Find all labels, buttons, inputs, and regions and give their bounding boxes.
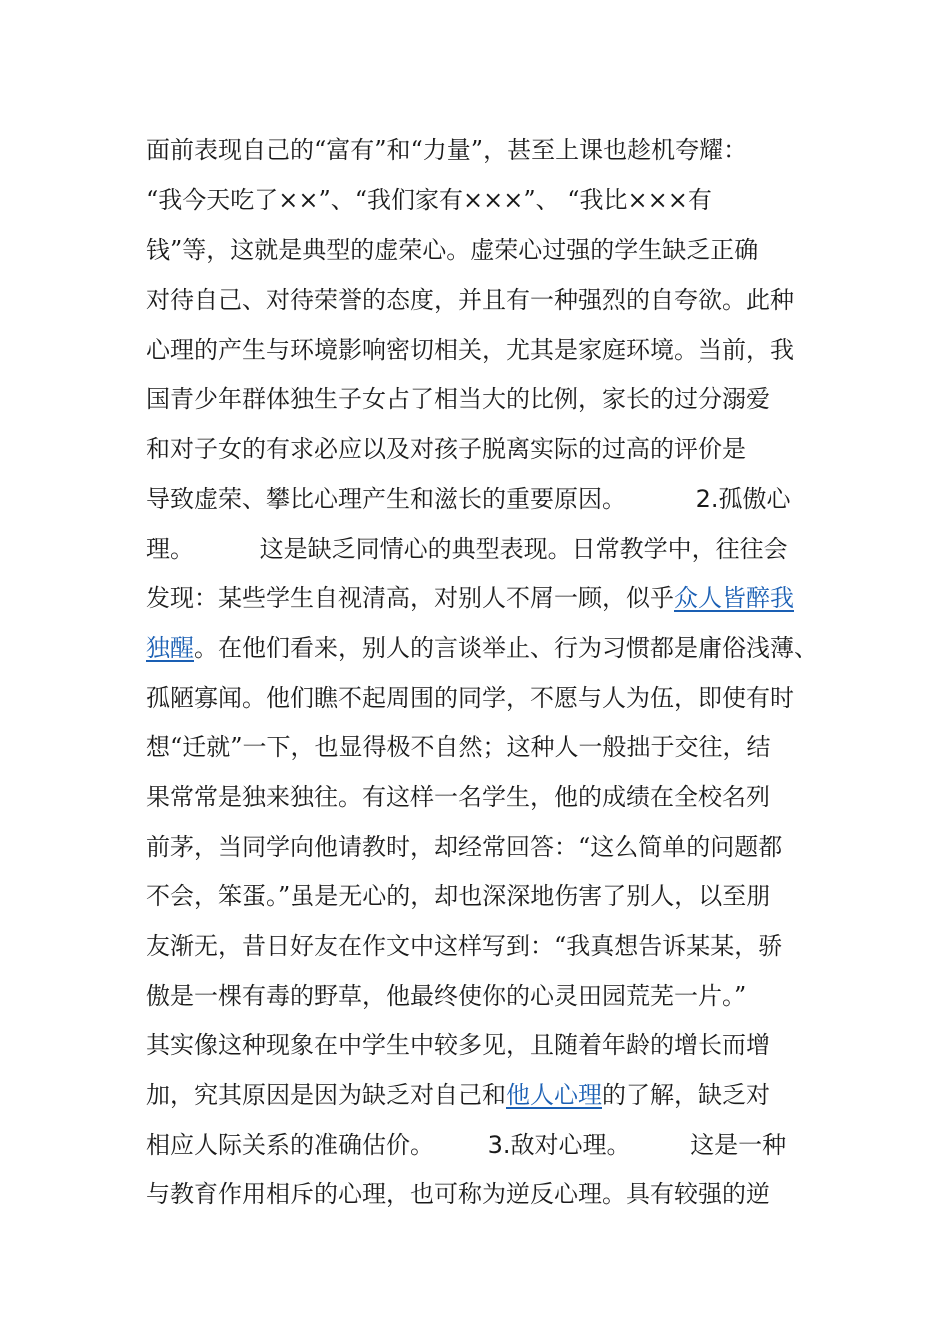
text-line xyxy=(146,429,746,469)
text-line xyxy=(146,479,791,519)
section-heading-2: 2.孤傲心 xyxy=(695,485,791,513)
text-line xyxy=(146,628,818,668)
text-segment: 导致虚荣、攀比心理产生和滋长的重要原因。 xyxy=(146,485,626,513)
text-segment: 钱”等，这就是典型的虚荣心。虚荣心过强的学生缺乏正确 xyxy=(146,236,759,264)
section-heading-3: 3.敌对心理。 xyxy=(487,1131,631,1159)
text-line xyxy=(146,379,770,419)
text-line xyxy=(146,529,788,569)
text-line xyxy=(146,280,794,320)
text-segment: 和对子女的有求必应以及对孩子脱离实际的过高的评价是 xyxy=(146,435,746,463)
text-line xyxy=(146,180,712,220)
text-line xyxy=(146,578,794,618)
text-line xyxy=(146,1174,770,1214)
text-line xyxy=(146,330,794,370)
text-segment: 发现：某些学生自视清高，对别人不屑一顾，似乎 xyxy=(146,584,674,612)
text-line xyxy=(146,130,747,170)
text-segment: 孤陋寡闻。他们瞧不起周围的同学，不愿与人为伍，即使有时 xyxy=(146,684,794,712)
text-segment: 这是缺乏同情心的典型表现。日常教学中，往往会 xyxy=(259,535,788,563)
text-segment: 想“迁就”一下，也显得极不自然；这种人一般拙于交往，结 xyxy=(146,733,771,761)
text-line xyxy=(146,1125,786,1165)
text-line xyxy=(146,876,770,916)
text-line xyxy=(146,777,770,817)
text-segment: 前茅，当同学向他请教时，却经常回答：“这么简单的问题都 xyxy=(146,833,783,861)
text-line xyxy=(146,727,771,767)
text-line xyxy=(146,230,758,270)
text-line xyxy=(146,926,782,966)
text-line xyxy=(146,827,782,867)
text-segment: “我今天吃了××”、“我们家有×××”、 “我比×××有 xyxy=(146,186,712,214)
text-segment: 果常常是独来独往。有这样一名学生，他的成绩在全校名列 xyxy=(146,783,770,811)
text-segment: 其实像这种现象在中学生中较多见，且随着年龄的增长而增 xyxy=(146,1031,770,1059)
text-segment: 傲是一棵有毒的野草，他最终使你的心灵田园荒芜一片。” xyxy=(146,982,747,1010)
text-segment: 对待自己、对待荣誉的态度，并且有一种强烈的自夸欲。此种 xyxy=(146,286,794,314)
text-segment: 加，究其原因是因为缺乏对自己和 xyxy=(146,1081,506,1109)
text-segment: 与教育作用相斥的心理，也可称为逆反心理。具有较强的逆 xyxy=(146,1180,770,1208)
text-segment: 这是一种 xyxy=(690,1131,787,1159)
text-segment: 心理的产生与环境影响密切相关，尤其是家庭环境。当前，我 xyxy=(146,336,794,364)
text-line xyxy=(146,1075,770,1115)
text-line xyxy=(146,678,794,718)
text-segment: 不会，笨蛋。”虽是无心的，却也深深地伤害了别人，以至朋 xyxy=(146,882,771,910)
text-segment: 的了解，缺乏对 xyxy=(602,1081,770,1109)
link-taren-xinli[interactable]: 他人心理 xyxy=(506,1081,602,1109)
text-line xyxy=(146,976,746,1016)
text-segment: 国青少年群体独生子女占了相当大的比例，家长的过分溺爱 xyxy=(146,385,770,413)
text-segment: 面前表现自己的“富有”和“力量”，甚至上课也趁机夸耀： xyxy=(146,136,748,164)
link-zhongren-jiezui[interactable]: 众人皆醉我 xyxy=(674,584,794,612)
text-segment: 。在他们看来，别人的言谈举止、行为习惯都是庸俗浅薄、 xyxy=(194,634,818,662)
text-line xyxy=(146,1025,770,1065)
text-segment: 相应人际关系的准确估价。 xyxy=(146,1131,434,1159)
text-segment: 友渐无，昔日好友在作文中这样写到：“我真想告诉某某，骄 xyxy=(146,932,783,960)
link-zhongren-jiezui-cont[interactable]: 独醒 xyxy=(146,634,194,662)
text-segment: 理。 xyxy=(146,535,194,563)
